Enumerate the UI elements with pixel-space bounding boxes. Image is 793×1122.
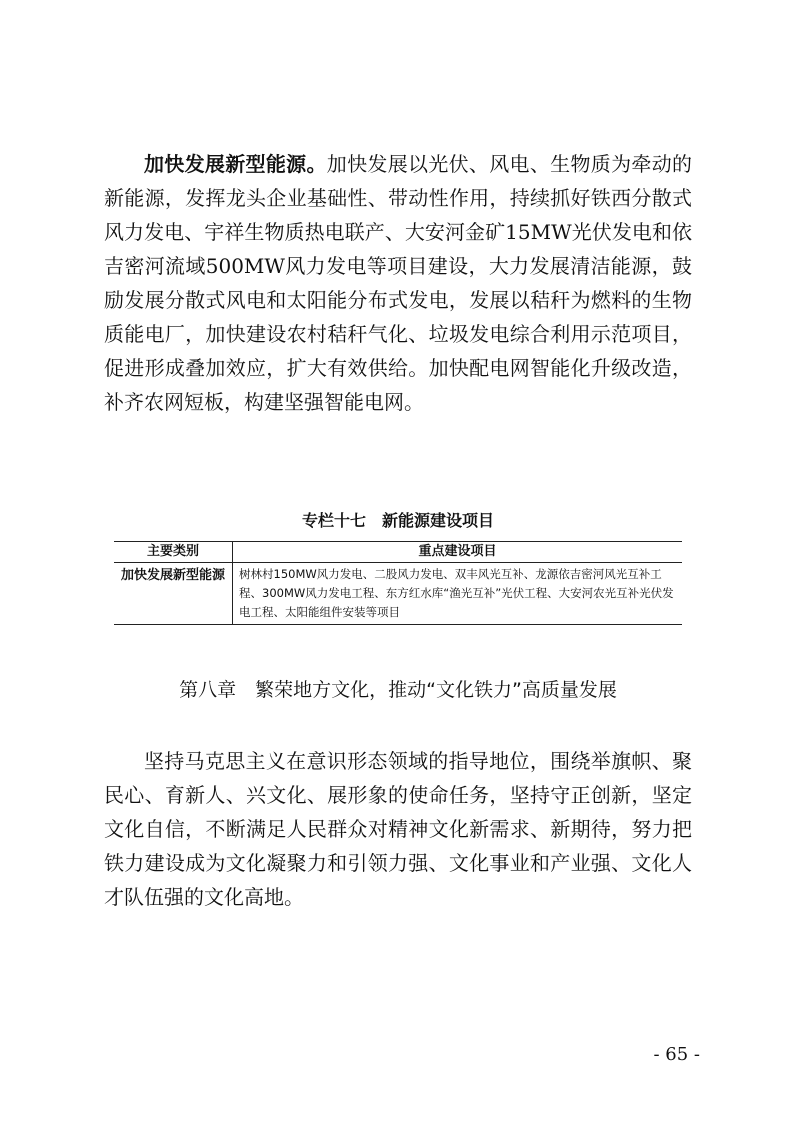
projects-cell: 树林村150MW风力发电、二股风力发电、双丰风光互补、龙源依吉密河风光互补工程、300MW风力发电工程、东方红水库“渔光互补”光伏工程、大安河农光互补光伏发电工程、太阳能组件安装等项目 <box>239 567 674 619</box>
culture-paragraph: 坚持马克思主义在意识形态领域的指导地位，围绕举旗帜、聚民心、育新人、兴文化、展形象的使命任务，坚持守正创新，坚定文化自信，不断满足人民群众对精神文化新需求、新期待，努力把铁力建设成为文化凝聚力和引领力强、文化事业和产业强、文化人才队伍强的文化高地。 <box>104 749 692 909</box>
category-cell: 加快发展新型能源 <box>114 563 233 625</box>
chapter-heading: 第八章 繁荣地方文化，推动“文化铁力”高质量发展 <box>179 679 617 701</box>
table-title: 专栏十七 新能源建设项目 <box>301 511 494 530</box>
column-header-projects: 重点建设项目 <box>233 542 683 563</box>
table-header-row <box>114 542 682 563</box>
page-number: - 65 - <box>653 1044 700 1065</box>
table-row <box>114 563 682 625</box>
column-header-category: 主要类别 <box>114 542 233 563</box>
projects-table <box>114 541 682 625</box>
paragraph-lead: 加快发展新型能源。 <box>144 152 327 176</box>
energy-paragraph <box>104 147 692 419</box>
paragraph-body: 加快发展以光伏、风电、生物质为牵动的新能源，发挥龙头企业基础性、带动性作用，持续抓好铁西分散式风力发电、宇祥生物质热电联产、大安河金矿15MW光伏发电和依吉密河流域500MW风力发电等项目建设，大力发展清洁能源，鼓励发展分散式风电和太阳能分布式发电，发展以秸秆为燃料的生物质能电厂，加快建设农村秸秆气化、垃圾发电综合利用示范项目，促进形成叠加效应，扩大有效供给。加快配电网智能化升级改造，补齐农网短板，构建坚强智能电网。 <box>104 152 693 414</box>
